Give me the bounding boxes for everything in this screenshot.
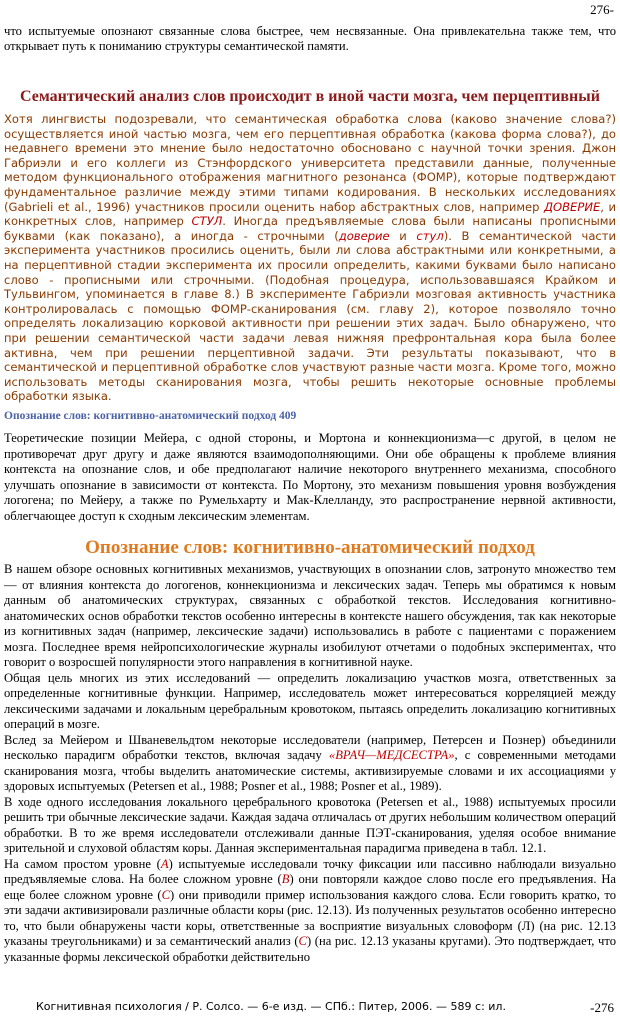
- level-letter: С: [298, 934, 307, 948]
- section-heading-cognitive-anatomical: Опознание слов: когнитивно-анатомический подход: [85, 537, 535, 558]
- body-paragraph: [4, 857, 616, 966]
- text-run: , с современными методами сканирования мозга, чтобы выделить анатомические системы, активизируемые словами и их ассоциациями у здоровых испытуемых (Petersen et al., 1988; Posner et al., 1988; Posner et al., 1989).: [4, 748, 616, 793]
- level-letter: В: [281, 872, 290, 886]
- text-run: , и конкретных слов, например: [4, 199, 616, 229]
- intro-paragraph: что испытуемые опознают связанные слова быстрее, чем несвязанные. Она привлекательна также тем, что открывает путь к пониманию структуры семантической памяти.: [4, 24, 616, 53]
- text-run: На самом простом уровне (: [4, 856, 161, 871]
- text-run: Хотя лингвисты подозревали, что семантическая обработка слова (каково значение слова?) осуществляется иной частью мозга, чем его перцептивная обработка (какова форма слова?), до недавнего времени это мнение было недостаточно обосновано с научной точки зрения. Джон Габриэли и его коллеги из Стэнфордского университета представили данные, полученные методом функционального отображения магнитного резонанса (ФОМР), которые подтверждают фундаментальное различие между этими типами кодирования. В нескольких исследованиях (Gabrieli et al., 1996) участников просили оценить набор абстрактных слов, например: [4, 112, 616, 214]
- semantic-analysis-paragraph: [4, 112, 616, 404]
- text-run: ) они приводили пример использования каждого слова. Если говорить кратко, то эти задачи активизировали различные области коры (рис. 12.13). Из полученных результатов особенно интересно то, что были обнаружены части коры, ответственные за восприятие визуальных словоформ (Л) (на рис. 12.13 указаны треугольниками) и за семантический анализ (: [4, 887, 616, 948]
- level-letter: А: [160, 856, 169, 871]
- running-head: Опознание слов: когнитивно-анатомический подход 409: [4, 410, 297, 422]
- section-body: [4, 562, 616, 965]
- page-number-top: 276-: [590, 2, 614, 17]
- text-run: ) испытуемые исследовали точку фиксации или пассивно наблюдали визуально предъявляемые слова. На более сложном уровне (: [4, 856, 616, 886]
- theory-paragraph: Теоретические позиции Мейера, с одной стороны, и Мортона и коннекционизма—с другой, в целом не противоречат друг другу и даже являются взаимодополняющими. Они обе обращены к проблеме влияния контекста на опознание слов, и обе предполагают наличие некоторого внутреннего механизма, способного улучшать опознание в зависимости от контекста. По Мортону, это механизм повышения уровня возбуждения логогена; по Мейеру, а также по Румельхарту и Мак-Клелланду, это распространение нервной активности, облегчающее доступ к сходным лексическим элементам.: [4, 431, 616, 523]
- highlight-word: доверие: [338, 228, 390, 243]
- highlight-term: «ВРАЧ—МЕДСЕСТРА»: [328, 748, 455, 762]
- text-run: ) (на рис. 12.13 указаны кругами). Это подтверждает, что указанные формы лексической обработки действительно: [4, 934, 617, 964]
- body-paragraph: В нашем обзоре основных когнитивных механизмов, участвующих в опознании слов, затронуто множество тем — от влияния контекста до логогенов, коннекционизма и лексических задач. Теперь мы обратимся к новым данным об анатомических структурах, связанных с обработкой текстов. Исследования когнитивно-анатомических основ обработки текстов особенно интересны в контексте нашего обсуждения, так как некоторые из когнитивных задач (например, лексические задачи) использовались в работе с пациентами с поражением мозга. Последнее время нейропсихологические журналы изобилуют отчетами о подобных экспериментах, что говорит о возросшей популярности этого направления в когнитивной науке.: [4, 562, 616, 669]
- level-letter: С: [161, 887, 171, 902]
- body-paragraph: [4, 733, 616, 795]
- text-run: ) они повторяли каждое слово после его предъявления. На еще более сложном уровне (: [4, 872, 617, 902]
- highlight-word: ДОВЕРИЕ: [544, 199, 601, 214]
- text-run: . Иногда предъявляемые слова были написаны прописными буквами (как показано), а иногда - строчными (: [4, 214, 616, 243]
- text-run: и: [389, 228, 417, 243]
- highlight-word: стул: [416, 228, 444, 243]
- page-number-bottom: -276: [590, 1000, 614, 1015]
- body-paragraph: Общая цель многих из этих исследований — определить локализацию участков мозга, ответственных за определенные когнитивные функции. Например, исследователь может интересоваться корреляцией между лексическими задачами и локальным церебральным кровотоком, пытаясь определить локализацию когнитивных операций в мозге.: [4, 670, 616, 731]
- highlight-word: СТУЛ: [191, 214, 223, 229]
- section-heading-semantic: Семантический анализ слов происходит в иной части мозга, чем перцептивный: [20, 88, 600, 105]
- citation-footer: Когнитивная психология / Р. Солсо. — 6-е изд. — СПб.: Питер, 2006. — 589 с: ил.: [36, 1000, 506, 1013]
- text-run: ). В семантической части эксперимента участников просились оценить, были ли слова абстрактными или конкретными, а на перцептивной стадии эксперимента их просили определить, какими буквами было написано слово - прописными или строчными. (Подобная процедура, использовавшаяся Крайком и Тульвингом, упоминается в главе 8.) В эксперименте Габриэли мозговая активность участника контролировалась с помощью ФОМР-сканирования (см. главу 2), которое позволяло точно определять локализацию корковой активности при решении этих задач. Было обнаружено, что при решении семантической части задачи левая нижняя префронтальная кора была более активна, чем при решении перцептивной задачи. Эти результаты показывают, что в семантической и перцептивной обработке слов участвуют разные части мозга. Кроме того, можно использовать методы сканирования мозга, чтобы решить некоторые основные проблемы обработки языка.: [4, 228, 616, 404]
- body-paragraph: В ходе одного исследования локального церебрального кровотока (Petersen et al., 1988) испытуемых просили решить три обычные лексические задачи. Каждая задача отличалась от других небольшим количеством операций обработки. В то же время исследователи отслеживали данные ПЭТ-сканирования, уделяя особое внимание зрительной и слуховой областям коры. Данная экспериментальная парадигма приведена в табл. 12.1.: [4, 794, 616, 855]
- text-run: Вслед за Мейером и Шваневельдтом некоторые исследователи (например, Петерсен и Познер) объединили несколько парадигм обработки текстов, включая задачу: [4, 732, 616, 762]
